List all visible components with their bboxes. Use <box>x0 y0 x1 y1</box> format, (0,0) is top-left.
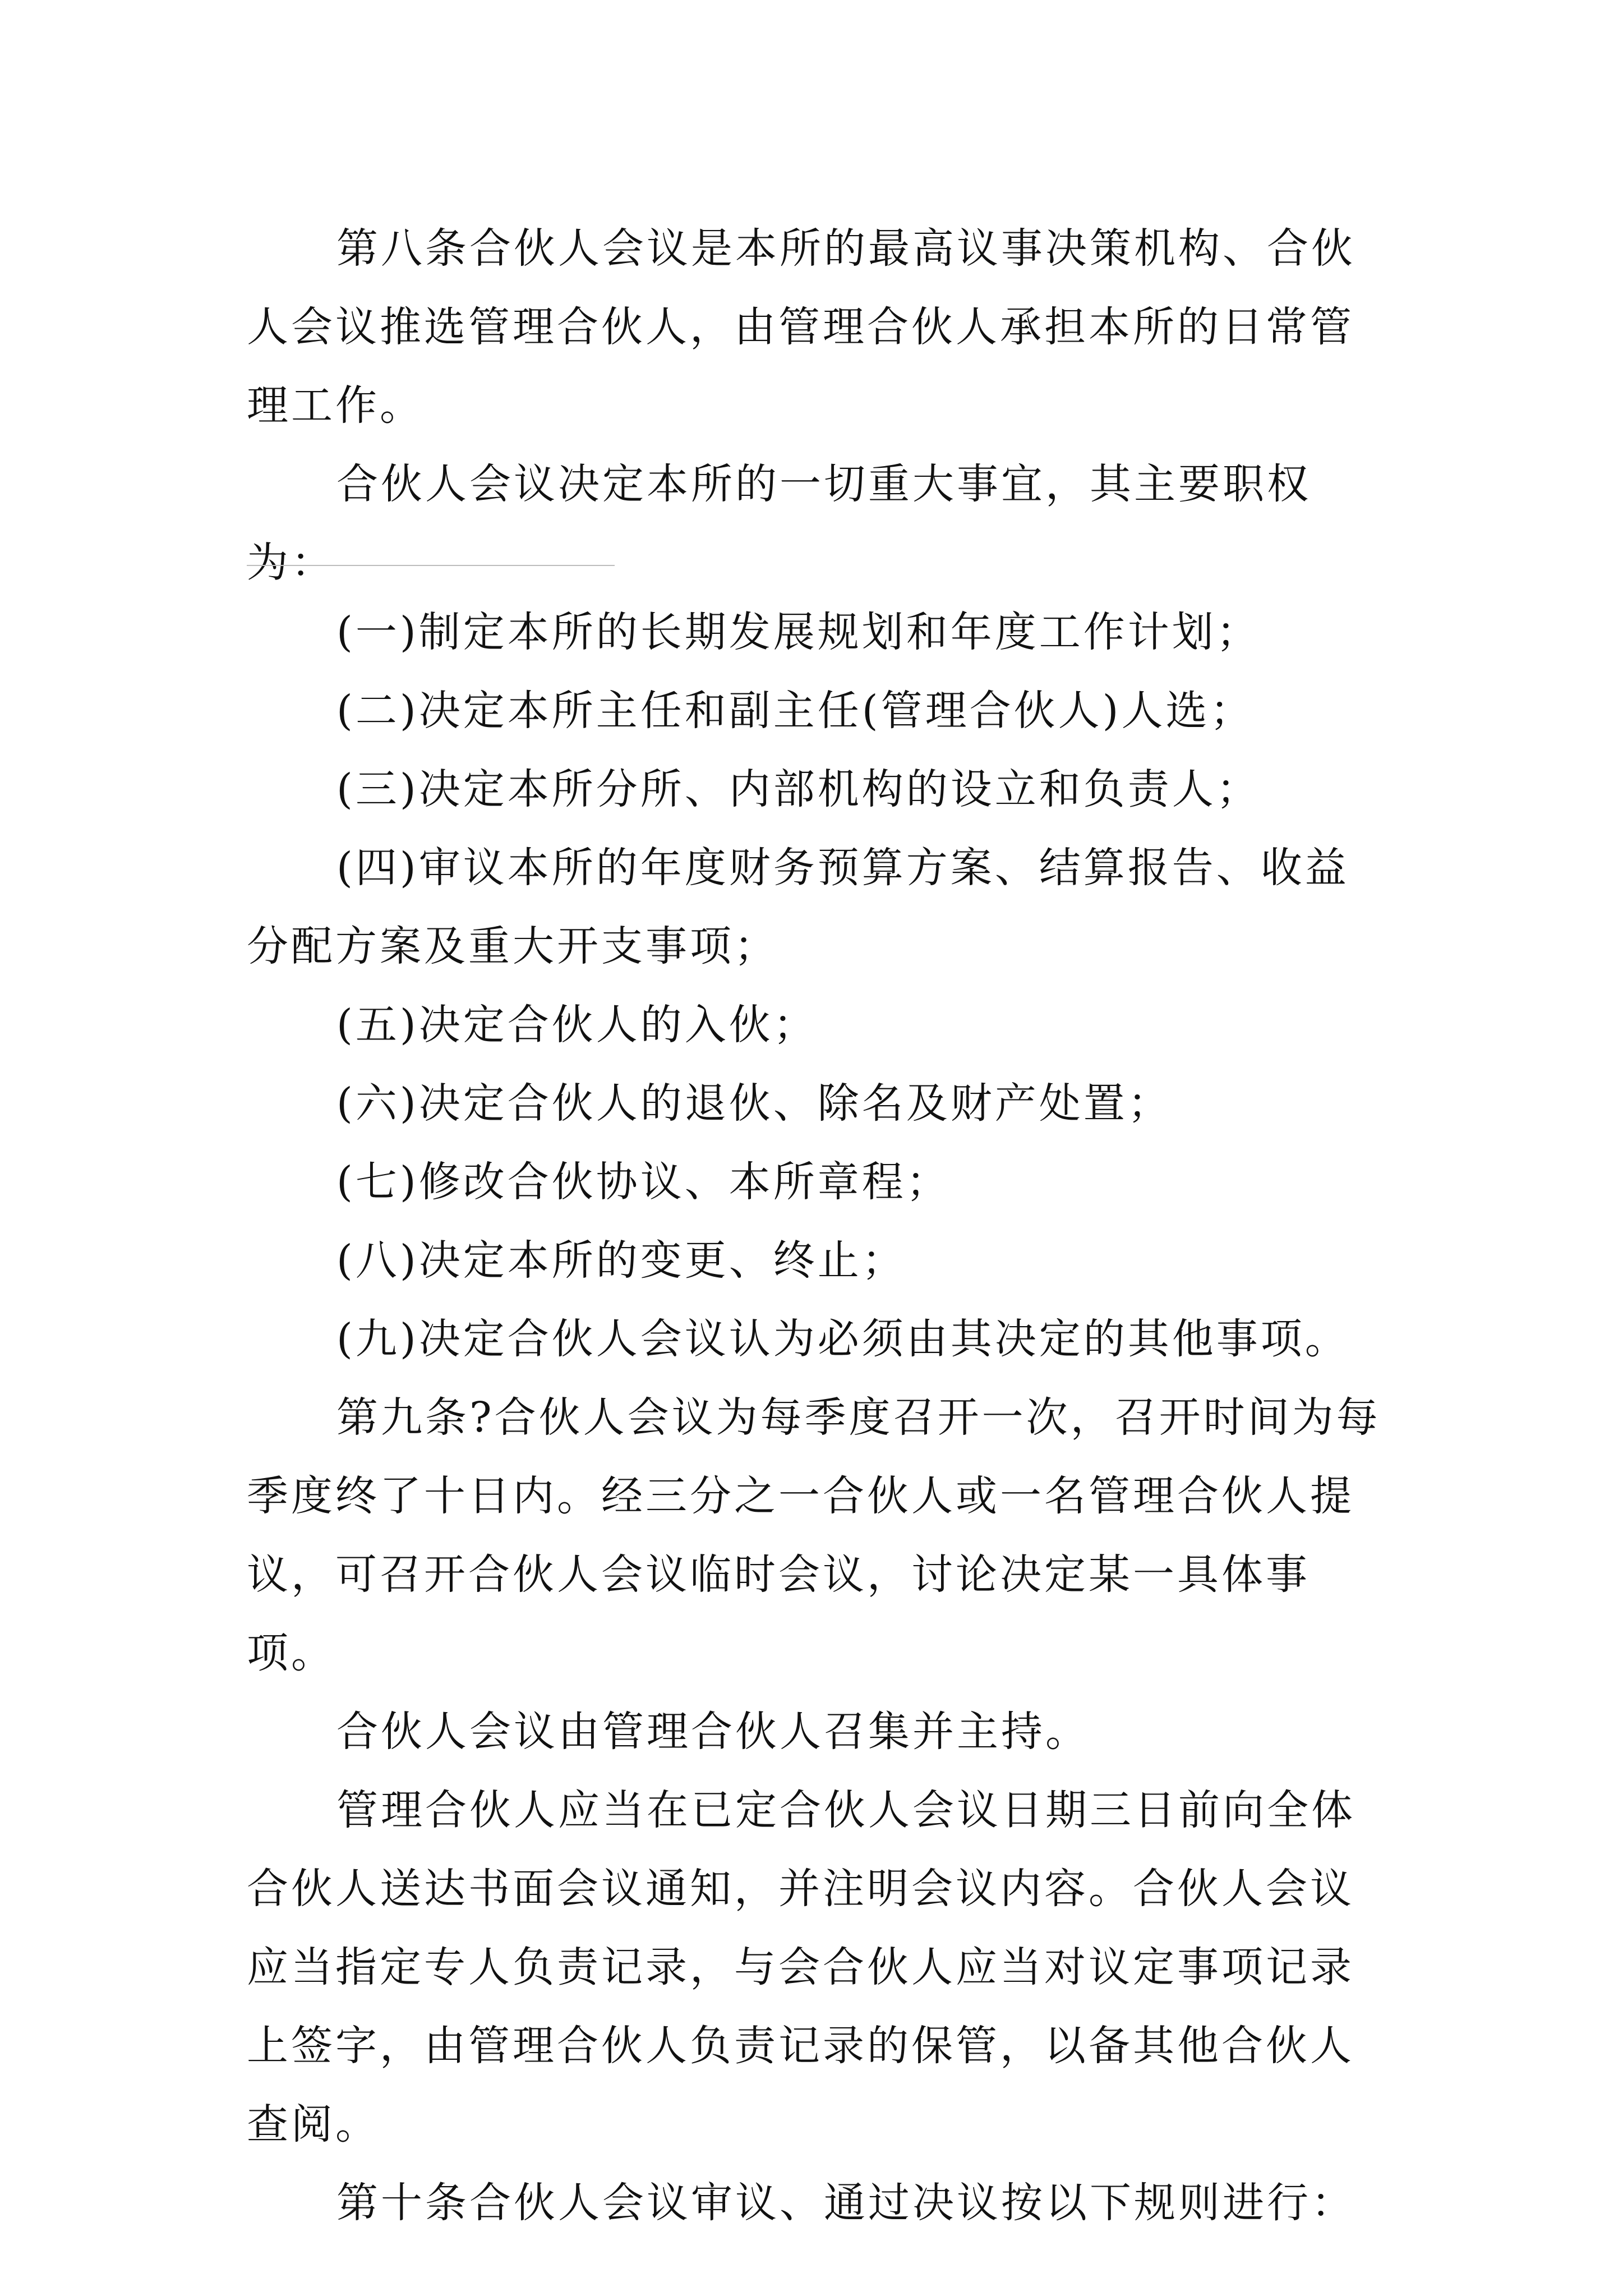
document-body-top <box>247 209 1391 602</box>
document-body-main <box>247 593 1391 2242</box>
list-item-8: (八)决定本所的变更、终止； <box>336 1236 906 1285</box>
paragraph-powers-intro: 合伙人会议决定本所的一切重大事宜，其主要职权为： <box>247 460 1311 587</box>
list-item-5: (五)决定合伙人的入伙； <box>336 1001 818 1049</box>
paragraph-notice: 管理合伙人应当在已定合伙人会议日期三日前向全体合伙人送达书面会议通知，并注明会议内容。合伙人会议应当指定专人负责记录，与会合伙人应当对议定事项记录上签字，由管理合伙人负责记录的保管，以备其他合伙人查阅。 <box>247 1786 1355 2148</box>
list-item-9: (九)决定合伙人会议认为必须由其决定的其他事项。 <box>336 1315 1349 1363</box>
list-item-4: (四)审议本所的年度财务预算方案、结算报告、收益分配方案及重大开支事项； <box>247 844 1349 970</box>
paragraph-article-9: 第九条?合伙人会议为每季度召开一次，召开时间为每季度终了十日内。经三分之一合伙人或一名管理合伙人提议，可召开合伙人会议临时会议，讨论决定某一具体事项。 <box>247 1393 1381 1677</box>
section-divider <box>247 565 615 566</box>
list-item-6: (六)决定合伙人的退伙、除名及财产处置； <box>336 1079 1172 1128</box>
paragraph-article-8: 第八条合伙人会议是本所的最高议事决策机构、合伙人会议推选管理合伙人，由管理合伙人承担本所的日常管理工作。 <box>247 224 1355 430</box>
list-item-1: (一)制定本所的长期发展规划和年度工作计划； <box>336 608 1261 656</box>
paragraph-article-10: 第十条合伙人会议审议、通过决议按以下规则进行： <box>336 2179 1355 2227</box>
list-item-7: (七)修改合伙协议、本所章程； <box>336 1158 951 1206</box>
list-item-2: (二)决定本所主任和副主任(管理合伙人)人选； <box>336 687 1255 735</box>
paragraph-convening: 合伙人会议由管理合伙人召集并主持。 <box>336 1708 1090 1756</box>
list-item-3: (三)决定本所分所、内部机构的设立和负责人； <box>336 765 1261 813</box>
